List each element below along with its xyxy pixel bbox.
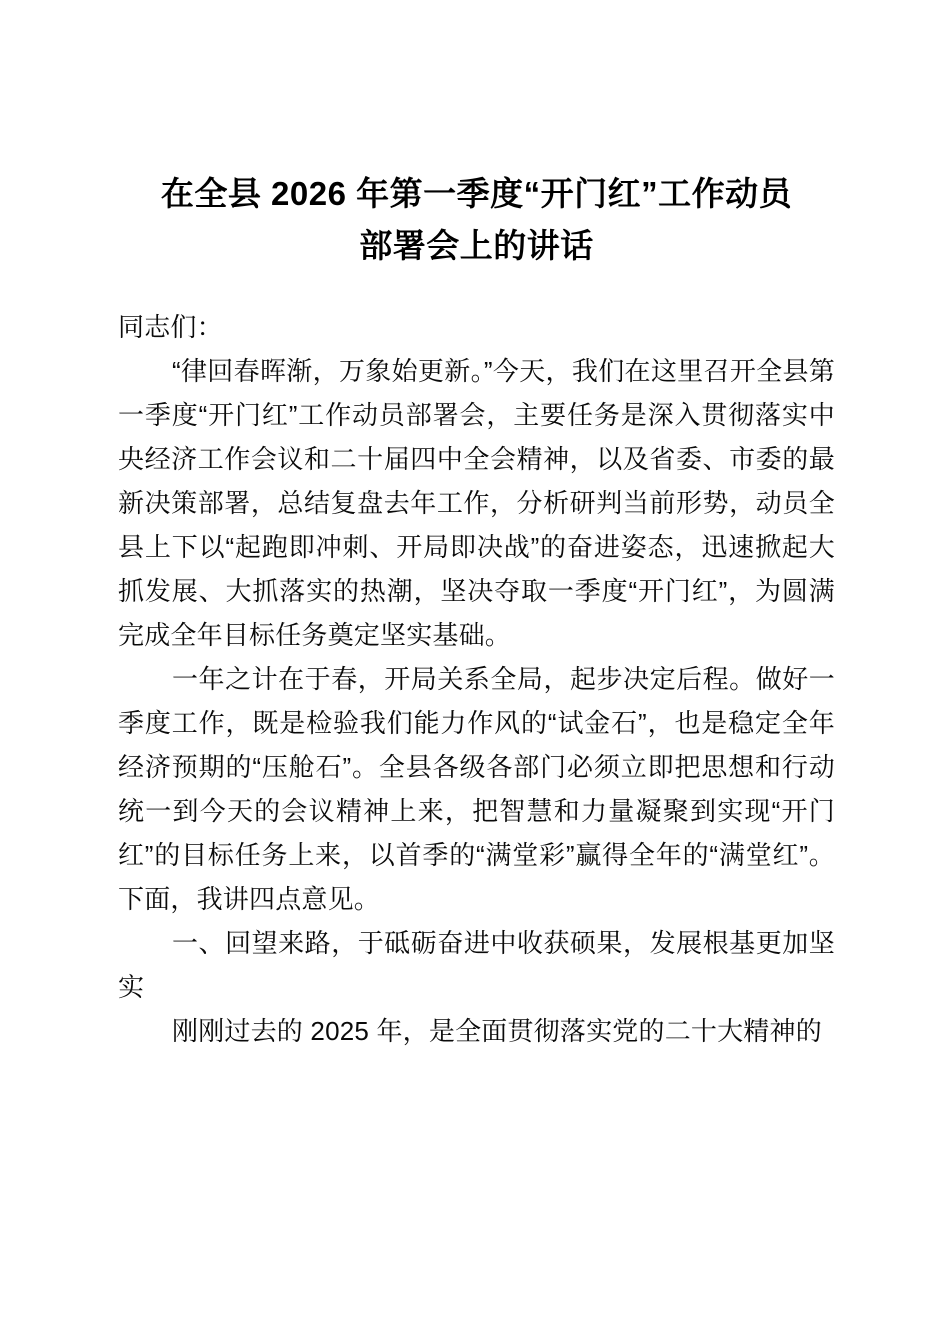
document-title-line-1: 在全县 2026 年第一季度“开门红”工作动员 [160, 175, 793, 212]
paragraph-1: “律回春晖渐，万象始更新。”今天，我们在这里召开全县第一季度“开门红”工作动员部署会，主要任务是深入贯彻落实中央经济工作会议和二十届四中全会精神，以及省委、市委的最新决策部署，总结复盘去年工作，分析研判当前形势，动员全县上下以“起跑即冲刺、开局即决战”的奋进姿态，迅速掀起大抓发展、大抓落实的热潮，坚决夺取一季度“开门红”，为圆满完成全年目标任务奠定坚实基础。 [118, 356, 835, 650]
paragraph-2: 一年之计在于春，开局关系全局，起步决定后程。做好一季度工作，既是检验我们能力作风的“试金石”，也是稳定全年经济预期的“压舱石”。全县各级各部门必须立即把思想和行动统一到今天的会议精神上来，把智慧和力量凝聚到实现“开门红”的目标任务上来，以首季的“满堂彩”赢得全年的“满堂红”。下面，我讲四点意见。 [118, 664, 835, 914]
document-body [118, 0, 835, 1053]
section-heading-1: 一、回望来路，于砥砺奋进中收获硕果，发展根基更加坚实 [118, 928, 835, 1002]
salutation: 同志们： [118, 312, 223, 342]
document-title-line-2: 部署会上的讲话 [359, 227, 594, 264]
document-title [118, 0, 835, 272]
paragraph-3: 刚刚过去的 2025 年，是全面贯彻落实党的二十大精神的 [172, 1016, 822, 1046]
